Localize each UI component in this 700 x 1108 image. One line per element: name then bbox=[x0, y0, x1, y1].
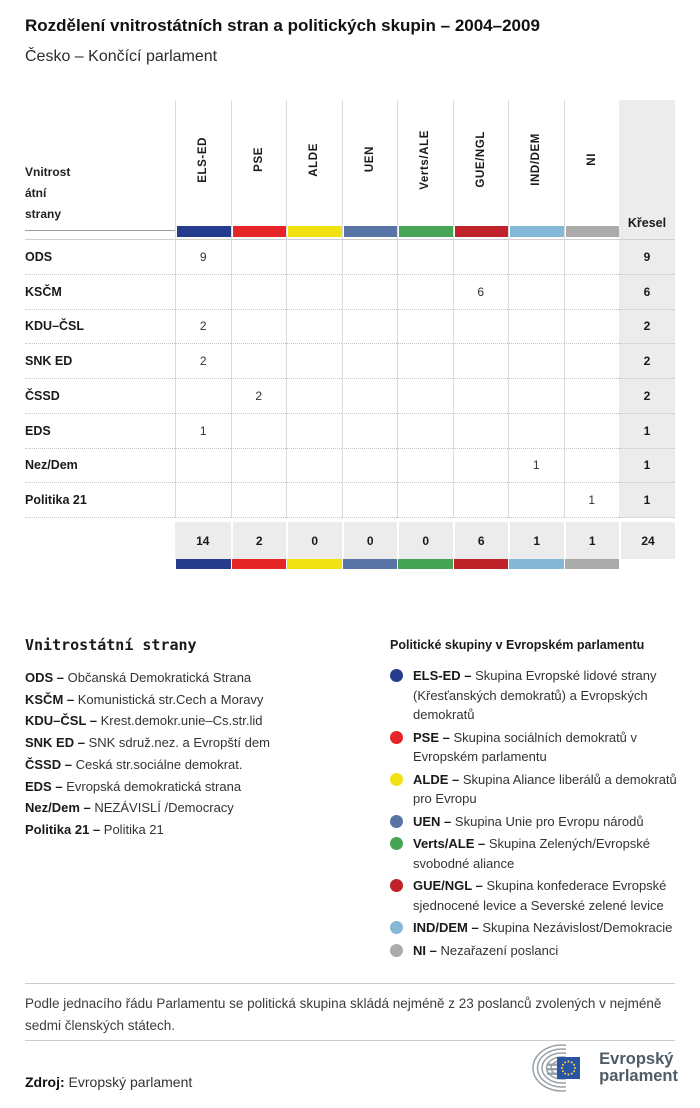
cell bbox=[453, 414, 509, 449]
column-header-els-ed: ELS-ED bbox=[175, 100, 231, 240]
cell bbox=[342, 414, 398, 449]
column-header-alde: ALDE bbox=[286, 100, 342, 240]
total-cell: 0 bbox=[342, 522, 398, 559]
cell bbox=[342, 310, 398, 345]
cell bbox=[453, 449, 509, 484]
group-color-dot bbox=[390, 815, 403, 828]
cell bbox=[564, 414, 620, 449]
group-color-bar bbox=[509, 226, 564, 237]
cell: 1 bbox=[175, 414, 231, 449]
column-header-seats: Křesel bbox=[619, 100, 675, 240]
cell bbox=[453, 379, 509, 414]
group-color-dot bbox=[390, 731, 403, 744]
cell bbox=[508, 414, 564, 449]
cell bbox=[453, 483, 509, 518]
cell bbox=[286, 275, 342, 310]
cell bbox=[564, 344, 620, 379]
group-color-bar bbox=[231, 559, 287, 569]
group-color-bar bbox=[508, 559, 564, 569]
cell bbox=[231, 275, 287, 310]
cell bbox=[508, 483, 564, 518]
seats-cell: 2 bbox=[619, 344, 675, 379]
cell bbox=[564, 275, 620, 310]
legend-item: Nez/Dem – NEZÁVISLÍ /Democracy bbox=[25, 800, 234, 816]
cell bbox=[231, 414, 287, 449]
group-color-dot bbox=[390, 669, 403, 682]
party-label: KSČM bbox=[25, 275, 175, 310]
political-groups-legend bbox=[390, 638, 682, 963]
group-color-bar bbox=[175, 559, 231, 569]
divider bbox=[25, 983, 675, 984]
cell bbox=[342, 379, 398, 414]
cell bbox=[175, 275, 231, 310]
group-color-bar bbox=[564, 559, 620, 569]
cell bbox=[564, 379, 620, 414]
seats-cell: 1 bbox=[619, 449, 675, 484]
national-parties-legend bbox=[25, 636, 360, 841]
legend-item: SNK ED – SNK sdruž.nez. a Evropští dem bbox=[25, 735, 270, 751]
cell bbox=[453, 240, 509, 275]
column-header-uen: UEN bbox=[342, 100, 398, 240]
cell bbox=[564, 449, 620, 484]
group-color-bar bbox=[342, 559, 398, 569]
seats-cell: 2 bbox=[619, 379, 675, 414]
cell bbox=[453, 344, 509, 379]
total-cell: 2 bbox=[231, 522, 287, 559]
cell bbox=[397, 240, 453, 275]
cell bbox=[508, 379, 564, 414]
source-line bbox=[25, 1074, 192, 1090]
seats-cell: 2 bbox=[619, 310, 675, 345]
cell bbox=[397, 379, 453, 414]
cell bbox=[397, 414, 453, 449]
cell bbox=[564, 310, 620, 345]
distribution-table bbox=[25, 100, 675, 569]
seats-cell: 9 bbox=[619, 240, 675, 275]
cell: 2 bbox=[175, 344, 231, 379]
column-header-verts-ale: Verts/ALE bbox=[397, 100, 453, 240]
legend-item: UEN – Skupina Unie pro Evropu národů bbox=[390, 812, 682, 832]
group-color-dot bbox=[390, 879, 403, 892]
cell bbox=[397, 344, 453, 379]
cell bbox=[508, 240, 564, 275]
group-color-dot bbox=[390, 773, 403, 786]
cell bbox=[231, 449, 287, 484]
party-label: SNK ED bbox=[25, 344, 175, 379]
group-color-dot bbox=[390, 944, 403, 957]
party-label: EDS bbox=[25, 414, 175, 449]
legend-item: ČSSD – Ceská str.sociálne demokrat. bbox=[25, 756, 243, 772]
cell bbox=[175, 483, 231, 518]
source-label: Zdroj: bbox=[25, 1074, 65, 1090]
legend-item: KDU–ČSL – Krest.demokr.unie–Cs.str.lid bbox=[25, 713, 263, 729]
group-color-bar bbox=[287, 226, 342, 237]
cell bbox=[397, 483, 453, 518]
seats-cell: 6 bbox=[619, 275, 675, 310]
cell bbox=[175, 379, 231, 414]
cell bbox=[397, 310, 453, 345]
column-header-ind-dem: IND/DEM bbox=[508, 100, 564, 240]
footnote: Podle jednacího řádu Parlamentu se politická skupina skládá nejméně z 23 poslanců zvolených v nejméně sedmi členských státech. bbox=[25, 996, 662, 1033]
cell bbox=[508, 344, 564, 379]
group-color-bar bbox=[343, 226, 398, 237]
cell bbox=[231, 240, 287, 275]
cell bbox=[286, 483, 342, 518]
source-value: Evropský parlament bbox=[68, 1074, 193, 1090]
ep-logo-text: Evropský parlament bbox=[599, 1049, 678, 1085]
legend-item: Verts/ALE – Skupina Zelených/Evropské svobodné aliance bbox=[390, 834, 682, 873]
legend-item: ALDE – Skupina Aliance liberálů a demokratů pro Evropu bbox=[390, 770, 682, 809]
cell: 9 bbox=[175, 240, 231, 275]
legend-item: ODS – Občanská Demokratická Strana bbox=[25, 670, 252, 685]
cell bbox=[286, 379, 342, 414]
group-color-bar bbox=[286, 559, 342, 569]
cell: 2 bbox=[231, 379, 287, 414]
party-label: ODS bbox=[25, 240, 175, 275]
cell bbox=[286, 240, 342, 275]
group-color-bar bbox=[232, 226, 287, 237]
group-color-bar bbox=[565, 226, 620, 237]
legend-item: KSČM – Komunistická str.Cech a Moravy bbox=[25, 691, 264, 707]
legend-item: GUE/NGL – Skupina konfederace Evropské sjednocené levice a Severské zelené levice bbox=[390, 876, 682, 915]
group-color-dot bbox=[390, 837, 403, 850]
row-header-label: Vnitrost átní strany bbox=[25, 162, 175, 231]
legend-item: ELS-ED – Skupina Evropské lidové strany (Křesťanských demokratů) a Evropských demokratů bbox=[390, 666, 682, 725]
total-cell: 0 bbox=[286, 522, 342, 559]
cell bbox=[397, 449, 453, 484]
group-color-dot bbox=[390, 921, 403, 934]
legend-item: IND/DEM – Skupina Nezávislost/Demokracie bbox=[390, 918, 682, 938]
group-color-bar bbox=[454, 226, 509, 237]
party-label: ČSSD bbox=[25, 379, 175, 414]
cell: 1 bbox=[564, 483, 620, 518]
total-cell: 0 bbox=[397, 522, 453, 559]
legend-item: Politika 21 – Politika 21 bbox=[25, 821, 164, 837]
legend-item: NI – Nezařazení poslanci bbox=[390, 941, 682, 961]
legend-item: PSE – Skupina sociálních demokratů v Evropském parlamentu bbox=[390, 728, 682, 767]
cell bbox=[342, 483, 398, 518]
cell bbox=[231, 483, 287, 518]
legend-item: EDS – Evropská demokratická strana bbox=[25, 778, 242, 794]
row-header-cell bbox=[25, 100, 175, 240]
totals-label-cell bbox=[25, 522, 175, 559]
page-title: Rozdělení vnitrostátních stran a politických skupin – 2004–2009 bbox=[25, 16, 540, 35]
group-color-bar bbox=[398, 226, 453, 237]
divider bbox=[25, 1040, 675, 1041]
page-subtitle: Česko – Končící parlament bbox=[25, 48, 218, 65]
group-color-bar bbox=[453, 559, 509, 569]
cell bbox=[397, 275, 453, 310]
cell bbox=[342, 449, 398, 484]
cell bbox=[231, 344, 287, 379]
cell bbox=[564, 240, 620, 275]
cell bbox=[508, 310, 564, 345]
cell bbox=[342, 240, 398, 275]
cell bbox=[175, 449, 231, 484]
legend-title: Politické skupiny v Evropském parlamentu bbox=[390, 638, 645, 652]
total-cell: 14 bbox=[175, 522, 231, 559]
cell: 2 bbox=[175, 310, 231, 345]
column-header-ni: NI bbox=[564, 100, 620, 240]
european-parliament-logo bbox=[526, 1042, 678, 1094]
total-cell: 1 bbox=[508, 522, 564, 559]
party-label: Politika 21 bbox=[25, 483, 175, 518]
ep-hemicycle-icon bbox=[526, 1042, 588, 1094]
seats-cell: 1 bbox=[619, 414, 675, 449]
group-color-bar bbox=[176, 226, 231, 237]
cell bbox=[286, 449, 342, 484]
cell: 6 bbox=[453, 275, 509, 310]
cell bbox=[342, 275, 398, 310]
total-cell: 6 bbox=[453, 522, 509, 559]
cell bbox=[231, 310, 287, 345]
cell bbox=[286, 344, 342, 379]
cell bbox=[286, 414, 342, 449]
total-seats-cell: 24 bbox=[619, 522, 675, 559]
cell bbox=[453, 310, 509, 345]
party-label: Nez/Dem bbox=[25, 449, 175, 484]
cell bbox=[286, 310, 342, 345]
party-label: KDU–ČSL bbox=[25, 310, 175, 345]
cell: 1 bbox=[508, 449, 564, 484]
group-color-bar bbox=[397, 559, 453, 569]
seats-cell: 1 bbox=[619, 483, 675, 518]
total-cell: 1 bbox=[564, 522, 620, 559]
cell bbox=[508, 275, 564, 310]
column-header-pse: PSE bbox=[231, 100, 287, 240]
legend-title: Vnitrostátní strany bbox=[25, 636, 197, 654]
column-header-gue-ngl: GUE/NGL bbox=[453, 100, 509, 240]
cell bbox=[342, 344, 398, 379]
